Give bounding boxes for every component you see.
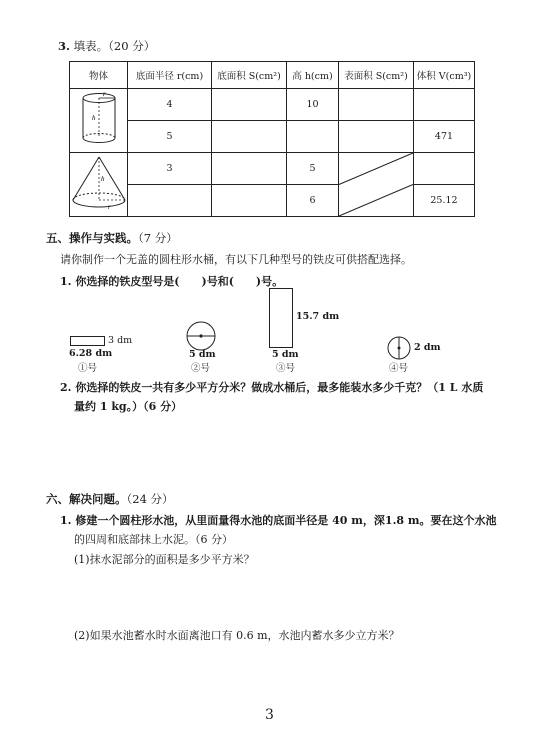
header-height: 高 h(cm) — [287, 62, 339, 89]
cell-base-area — [212, 121, 287, 153]
cylinder-figure-cell — [70, 89, 128, 153]
section5-q2-line1: 2. 你选择的铁皮一共有多少平方分米？做成水桶后，最多能装水多少千克？（1 L 水质 — [60, 381, 484, 394]
q3-points: （20 分） — [108, 39, 156, 53]
diagonal-strike — [339, 153, 413, 216]
header-volume: 体积 V(cm³) — [414, 62, 475, 89]
cylinder-h-label: h — [92, 114, 96, 122]
section5-heading — [46, 230, 178, 246]
cylinder-figure — [70, 89, 128, 149]
cell-height: 5 — [287, 153, 339, 185]
cell-surface-area — [339, 89, 414, 121]
sheet-3-label: ③号 — [276, 363, 296, 374]
sheet-2-circle — [185, 320, 217, 352]
q3-heading — [58, 38, 155, 54]
table-header-row — [70, 62, 475, 89]
section6-sub2: (2)如果水池蓄水时水面离池口有 0.6 m，水池内蓄水多少立方米？ — [74, 629, 400, 642]
cell-base-area — [212, 185, 287, 217]
section6-sub1: (1)抹水泥部分的面积是多少平方米？ — [74, 553, 255, 566]
section5-intro: 请你制作一个无盖的圆柱形水桶，有以下几种型号的铁皮可供搭配选择。 — [60, 253, 412, 266]
sheet-3-height: 15.7 dm — [296, 311, 340, 322]
q3-number: 3. — [58, 39, 71, 53]
fill-in-table — [69, 61, 475, 217]
cell-volume: 25.12 — [414, 185, 475, 217]
section6-heading — [46, 491, 174, 507]
cone-r-label: r — [108, 203, 111, 211]
cell-radius — [128, 185, 212, 217]
cell-height: 6 — [287, 185, 339, 217]
sheet-4-diameter: 2 dm — [414, 342, 441, 353]
sheet-1-width: 6.28 dm — [69, 348, 113, 359]
sheet-1-label: ①号 — [78, 363, 98, 374]
section6-points: （24 分） — [126, 492, 174, 506]
section6-title: 六、解决问题。 — [46, 492, 127, 506]
cell-radius: 5 — [128, 121, 212, 153]
cell-volume — [414, 89, 475, 121]
cell-surface-area-crossed — [339, 153, 414, 217]
cone-figure-cell — [70, 153, 128, 217]
table-row — [70, 121, 475, 153]
cell-radius: 3 — [128, 153, 212, 185]
sheet-2-label: ②号 — [191, 363, 211, 374]
sheet-4-circle — [387, 336, 411, 360]
header-base-area: 底面积 S(cm²) — [212, 62, 287, 89]
sheet-3-rectangle — [269, 288, 293, 348]
cell-base-area — [212, 89, 287, 121]
cone-h-label: h — [101, 175, 105, 183]
sheet-1-height: 3 dm — [108, 335, 133, 346]
header-object: 物体 — [70, 62, 128, 89]
table-row — [70, 89, 475, 121]
section5-q1: 1. 你选择的铁皮型号是( )号和( )号。 — [60, 275, 284, 288]
cell-volume: 471 — [414, 121, 475, 153]
cell-radius: 4 — [128, 89, 212, 121]
cell-volume — [414, 153, 475, 185]
section5-title: 五、操作与实践。 — [46, 231, 138, 245]
cell-height — [287, 121, 339, 153]
header-surface-area: 表面积 S(cm²) — [339, 62, 414, 89]
section5-q2-line2: 量约 1 kg。）（6 分） — [74, 400, 183, 413]
q3-title: 填表。 — [73, 39, 109, 53]
cell-height: 10 — [287, 89, 339, 121]
sheet-2-diameter: 5 dm — [189, 349, 216, 360]
sheet-1-rectangle — [70, 336, 105, 346]
header-radius: 底面半径 r(cm) — [128, 62, 212, 89]
page-number: 3 — [265, 707, 274, 723]
sheet-4-label: ④号 — [389, 363, 409, 374]
cell-surface-area — [339, 121, 414, 153]
table-row — [70, 185, 475, 217]
table-row — [70, 153, 475, 185]
cell-base-area — [212, 153, 287, 185]
cone-figure — [70, 153, 128, 213]
section6-q1-line2: 的四周和底部抹上水泥。（6 分） — [74, 533, 233, 546]
section5-points: （7 分） — [138, 231, 178, 245]
section6-q1-line1: 1. 修建一个圆柱形水池，从里面量得水池的底面半径是 40 m，深1.8 m。要在这个水池 — [60, 514, 497, 527]
cylinder-r-label: r — [103, 90, 106, 98]
sheet-3-width: 5 dm — [272, 349, 299, 360]
